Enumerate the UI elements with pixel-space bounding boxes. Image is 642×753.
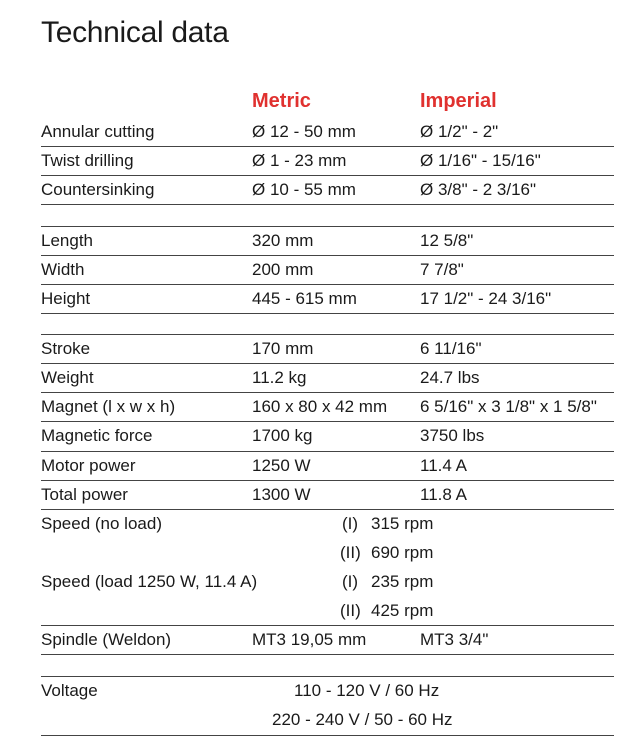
imperial-value: Ø 1/2" - 2": [420, 122, 499, 141]
imperial-value: MT3 3/4": [420, 630, 489, 649]
spec-row-total-power: [41, 480, 614, 509]
imperial-value: 6 11/16": [420, 339, 482, 358]
spec-row-voltage-2: [41, 705, 614, 734]
spec-label: Magnetic force: [41, 426, 153, 445]
section-divider: [41, 204, 614, 205]
spec-label: Motor power: [41, 456, 136, 475]
metric-value: Ø 12 - 50 mm: [252, 122, 356, 141]
gear-label: (II): [340, 543, 361, 562]
metric-value: MT3 19,05 mm: [252, 630, 367, 649]
spec-row-annular-cutting: [41, 117, 614, 146]
spec-label: Height: [41, 289, 91, 308]
metric-value: 11.2 kg: [252, 368, 307, 387]
row-divider: [41, 735, 614, 736]
spec-label: Total power: [41, 485, 128, 504]
spec-row-stroke: [41, 334, 614, 363]
imperial-value: Ø 1/16" - 15/16": [420, 151, 541, 170]
metric-value: 1250 W: [252, 456, 311, 475]
spec-label: Twist drilling: [41, 151, 134, 170]
gear-label: (I): [342, 514, 359, 533]
metric-value: Ø 10 - 55 mm: [252, 180, 356, 199]
spec-row-magnet: [41, 392, 614, 421]
spec-label: Magnet (l x w x h): [41, 397, 176, 416]
metric-value: 200 mm: [252, 260, 314, 279]
section-divider: [41, 654, 614, 655]
metric-value: Ø 1 - 23 mm: [252, 151, 347, 170]
rpm-value: 235 rpm: [371, 572, 434, 591]
spec-row-speed-load-gear-2: [41, 596, 614, 625]
spec-label: Stroke: [41, 339, 91, 358]
imperial-value: 24.7 lbs: [420, 368, 480, 387]
metric-value: 445 - 615 mm: [252, 289, 357, 308]
spec-row-length: [41, 226, 614, 255]
spec-label: Annular cutting: [41, 122, 155, 141]
spec-label: Speed (no load): [41, 514, 162, 533]
spec-row-spindle: [41, 625, 614, 654]
spec-label: Voltage: [41, 681, 98, 700]
imperial-value: Ø 3/8" - 2 3/16": [420, 180, 537, 199]
metric-value: 160 x 80 x 42 mm: [252, 397, 388, 416]
spec-row-speed-no-load-gear-2: [41, 538, 614, 567]
spec-label: Speed (load 1250 W, 11.4 A): [41, 572, 258, 591]
imperial-value: 6 5/16" x 3 1/8" x 1 5/8": [420, 397, 597, 416]
metric-column-header: Metric: [252, 90, 311, 112]
imperial-value: 11.4 A: [420, 456, 467, 475]
rpm-value: 425 rpm: [371, 601, 434, 620]
spec-row-magnetic-force: [41, 421, 614, 450]
spec-row-speed-load: [41, 567, 614, 596]
voltage-value: 220 - 240 V / 50 - 60 Hz: [272, 710, 453, 729]
imperial-value: 12 5/8": [420, 231, 474, 250]
spec-label: Length: [41, 231, 93, 250]
spec-label: Weight: [41, 368, 94, 387]
metric-value: 320 mm: [252, 231, 314, 250]
gear-label: (I): [342, 572, 359, 591]
imperial-value: 17 1/2" - 24 3/16": [420, 289, 552, 308]
spec-label: Width: [41, 260, 85, 279]
spec-row-countersinking: [41, 175, 614, 204]
spec-row-weight: [41, 363, 614, 392]
spec-row-voltage: [41, 676, 614, 705]
spec-row-height: [41, 284, 614, 313]
spec-row-twist-drilling: [41, 146, 614, 175]
gear-label: (II): [340, 601, 361, 620]
page-title: Technical data: [41, 16, 229, 49]
spec-label: Spindle (Weldon): [41, 630, 172, 649]
metric-value: 1300 W: [252, 485, 311, 504]
section-divider: [41, 313, 614, 314]
imperial-value: 3750 lbs: [420, 426, 485, 445]
spec-label: Countersinking: [41, 180, 155, 199]
imperial-column-header: Imperial: [420, 90, 497, 112]
imperial-value: 7 7/8": [420, 260, 464, 279]
spec-row-width: [41, 255, 614, 284]
metric-value: 170 mm: [252, 339, 314, 358]
rpm-value: 690 rpm: [371, 543, 434, 562]
rpm-value: 315 rpm: [371, 514, 434, 533]
spec-row-speed-no-load: [41, 509, 614, 538]
imperial-value: 11.8 A: [420, 485, 467, 504]
spec-row-motor-power: [41, 451, 614, 480]
voltage-value: 110 - 120 V / 60 Hz: [294, 681, 440, 700]
metric-value: 1700 kg: [252, 426, 313, 445]
